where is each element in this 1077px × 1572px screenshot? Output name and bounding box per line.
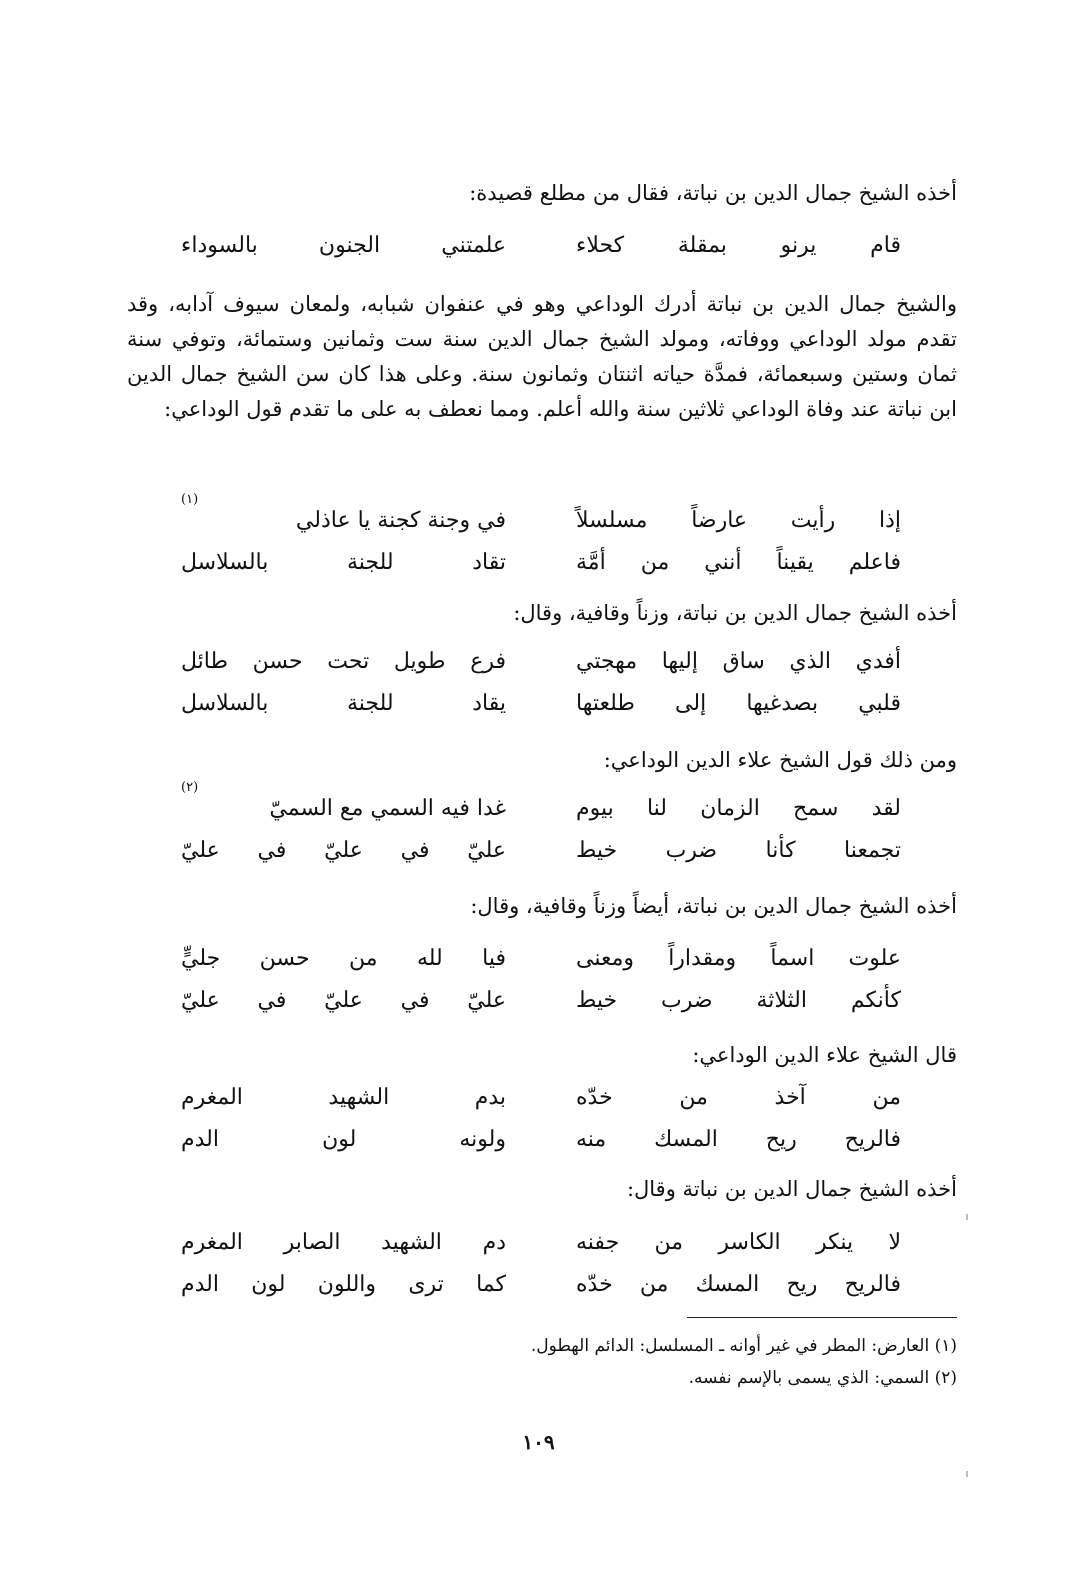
hemistich-right: فالريح ريح المسك منه — [576, 1127, 901, 1152]
hemistich-left: فيا لله من حسن جليٍّ — [181, 946, 506, 971]
intro-line-2: أخذه الشيخ جمال الدين بن نباتة، وزناً وقافية، وقال: — [513, 601, 957, 625]
page-number: ١٠٩ — [522, 1430, 555, 1454]
verse-7 — [181, 1222, 901, 1306]
hemistich-left-with-note — [181, 492, 506, 542]
hemistich-left: تقاد للجنة بالسلاسل — [181, 550, 506, 575]
verse-line — [181, 492, 901, 542]
hemistich-left: غدا فيه السمي مع السميّ — [269, 796, 506, 821]
verse-line — [181, 641, 901, 683]
verse-5 — [181, 938, 901, 1022]
hemistich-right: علوت اسماً ومقداراً ومعنى — [576, 946, 901, 971]
intro-line-1: أخذه الشيخ جمال الدين بن نباتة، فقال من مطلع قصيدة: — [469, 181, 957, 205]
verse-line — [181, 980, 901, 1022]
verse-line — [181, 542, 901, 584]
verse-6 — [181, 1077, 901, 1161]
verse-2 — [181, 492, 901, 584]
paragraph-1: والشيخ جمال الدين بن نباتة أدرك الوداعي وهو في عنفوان شبابه، ولمعان سيوف آدابه، وقد تقدم مولد الوداعي ووفاته، ومولد الشيخ جمال الدين سنة ست وثمانين وستمائة، وتوفي سنة ثمان وستين وسبعمائة، فمدَّة حياته اثنتان وثمانون سنة. وعلى هذا كان سن الشيخ جمال الدين ابن نباتة عند وفاة الوداعي ثلاثين سنة والله أعلم. ومما نعطف به على ما تقدم قول الوداعي: — [127, 292, 957, 421]
hemistich-left: عليّ في عليّ في عليّ — [181, 838, 506, 863]
footnote-1: (١) العارض: المطر في غير أوانه ـ المسلسل: الدائم الهطول. — [530, 1336, 957, 1356]
verse-4 — [181, 780, 901, 872]
hemistich-left: يقاد للجنة بالسلاسل — [181, 691, 506, 716]
hemistich-left: في وجنة كجنة يا عاذلي — [295, 508, 506, 533]
verse-line — [181, 830, 901, 872]
hemistich-left: علمتني الجنون بالسوداء — [181, 233, 506, 258]
scan-artifact — [966, 1214, 968, 1220]
hemistich-left: فرع طويل تحت حسن طائل — [181, 649, 506, 674]
hemistich-right: إذا رأيت عارضاً مسلسلاً — [576, 508, 901, 533]
hemistich-left: دم الشهيد الصابر المغرم — [181, 1230, 506, 1255]
intro-line-3: ومن ذلك قول الشيخ علاء الدين الوداعي: — [603, 748, 957, 772]
hemistich-right: فالريح ريح المسك من خدّه — [576, 1272, 901, 1297]
scan-artifact — [966, 1471, 968, 1477]
verse-line — [181, 1222, 901, 1264]
verse-line — [181, 1119, 901, 1161]
intro-line-5: قال الشيخ علاء الدين الوداعي: — [692, 1043, 957, 1067]
intro-line-4: أخذه الشيخ جمال الدين بن نباتة، أيضاً وزناً وقافية، وقال: — [470, 894, 957, 918]
verse-line — [181, 1077, 901, 1119]
hemistich-right: لقد سمح الزمان لنا بيوم — [576, 796, 901, 821]
hemistich-right: قلبي بصدغيها إلى طلعتها — [576, 691, 901, 716]
verse-line — [181, 938, 901, 980]
hemistich-left: ولونه لون الدم — [181, 1127, 506, 1152]
hemistich-right: أفدي الذي ساق إليها مهجتي — [576, 649, 901, 674]
verse-line — [181, 225, 901, 267]
hemistich-left-with-note — [181, 780, 506, 830]
verse-line — [181, 780, 901, 830]
footnotes — [127, 1330, 957, 1394]
footnote-2: (٢) السمي: الذي يسمى بالإسم نفسه. — [688, 1368, 957, 1388]
verse-line — [181, 683, 901, 725]
footnote-marker-2: (٢) — [181, 780, 199, 795]
footnote-separator — [687, 1317, 957, 1318]
hemistich-right: كأنكم الثلاثة ضرب خيط — [576, 988, 901, 1013]
footnote-marker-1: (١) — [181, 492, 199, 507]
hemistich-left: عليّ في عليّ في عليّ — [181, 988, 506, 1013]
intro-line-6: أخذه الشيخ جمال الدين بن نباتة وقال: — [626, 1177, 957, 1201]
verse-1 — [181, 225, 901, 267]
hemistich-left: بدم الشهيد المغرم — [181, 1085, 506, 1110]
verse-line — [181, 1264, 901, 1306]
hemistich-left: كما ترى واللون لون الدم — [181, 1272, 506, 1297]
hemistich-right: لا ينكر الكاسر من جفنه — [576, 1230, 901, 1255]
hemistich-right: قام يرنو بمقلة كحلاء — [576, 233, 901, 258]
hemistich-right: تجمعنا كأنا ضرب خيط — [576, 838, 901, 863]
verse-3 — [181, 641, 901, 725]
hemistich-right: من آخذ من خدّه — [576, 1085, 901, 1110]
hemistich-right: فاعلم يقيناً أنني من أمَّة — [576, 550, 901, 575]
